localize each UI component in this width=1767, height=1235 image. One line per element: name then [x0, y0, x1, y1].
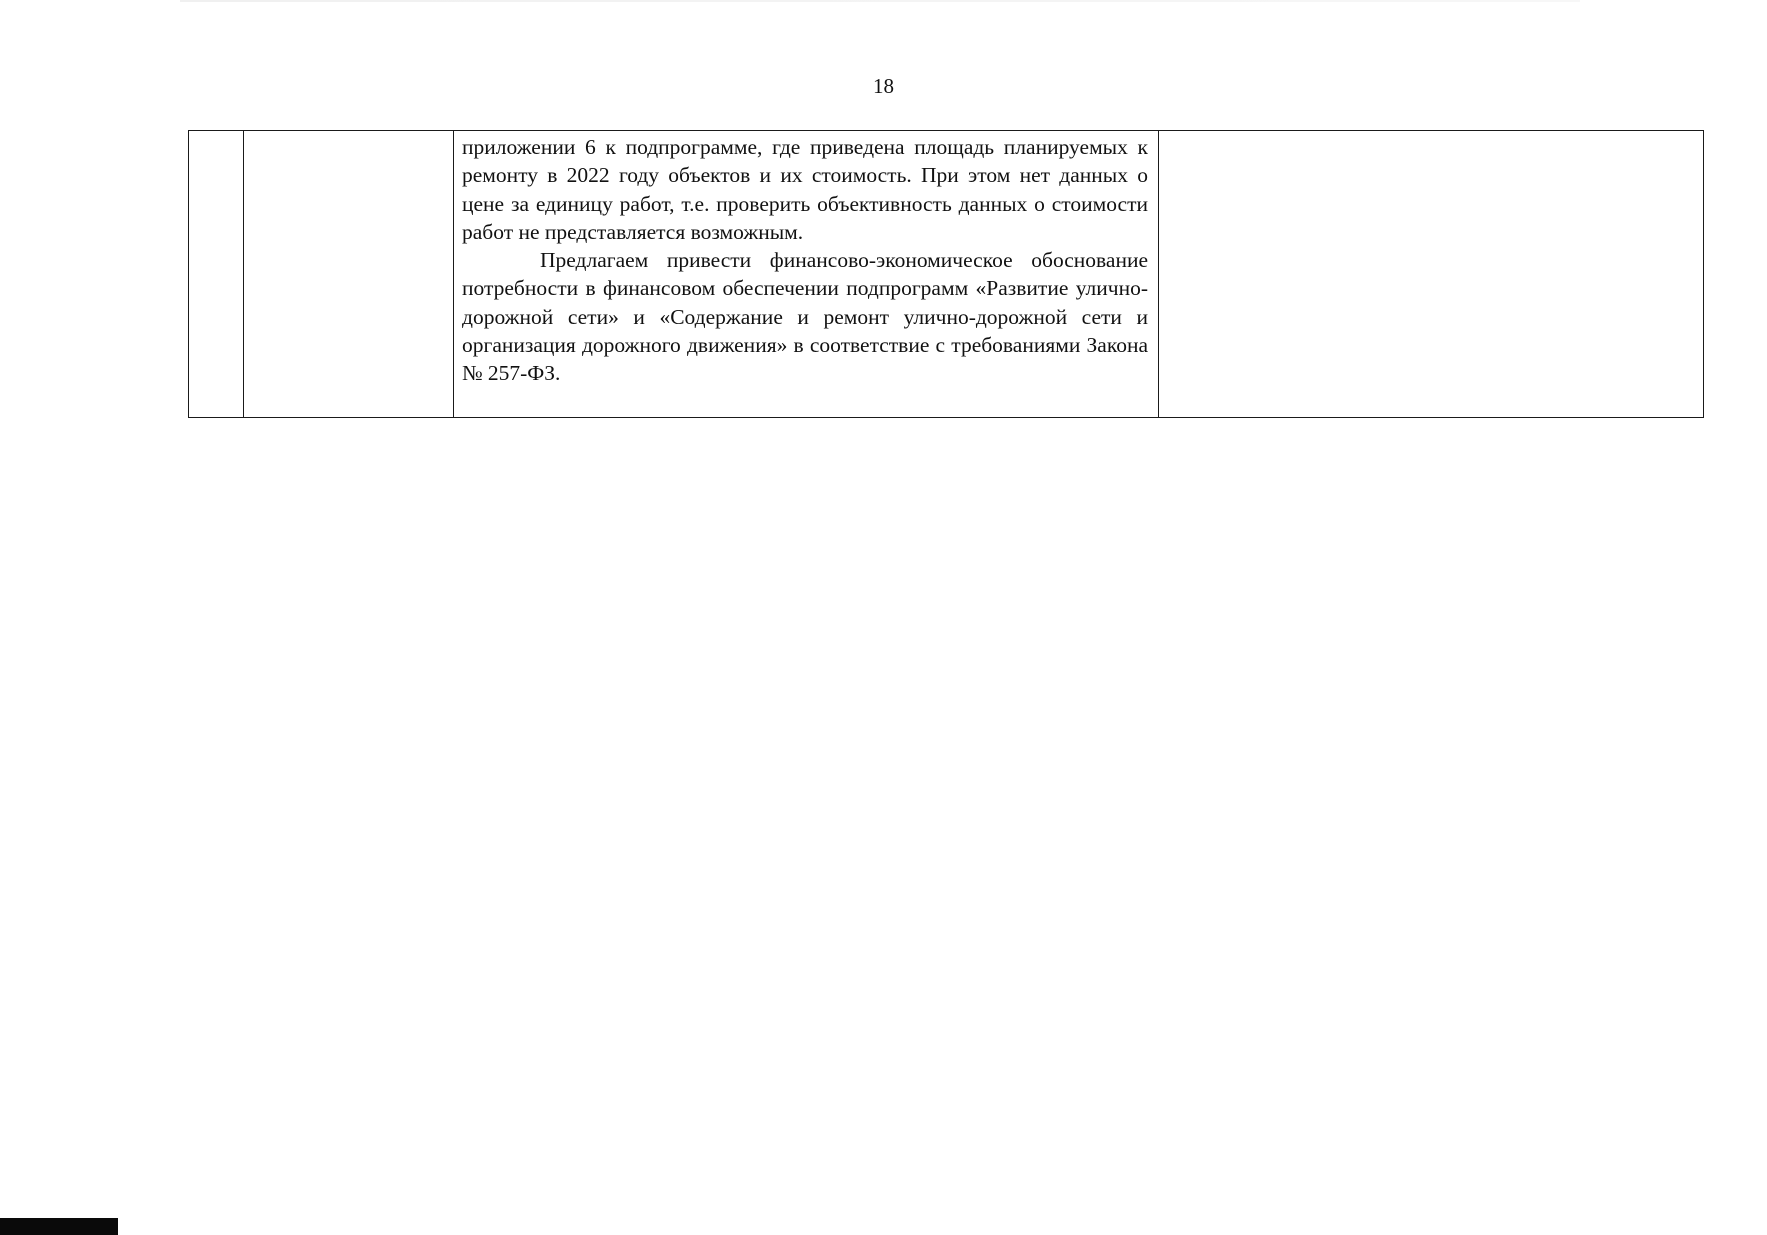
page-number: 18: [873, 74, 894, 98]
table-cell-response: [1159, 131, 1704, 418]
table-cell-section: [244, 131, 454, 418]
remarks-paragraph-2: Предлагаем привести финансово-экономическое обоснование потребности в финансовом обеспечении подпрограмм «Развитие улично-дорожной сети» и «Содержание и ремонт улично-дорожной сети и организация дорожного движения» в соответствие с требованиями Закона № 257-ФЗ.: [462, 248, 1148, 386]
table-cell-number: [189, 131, 244, 418]
document-table: [188, 130, 1704, 418]
remarks-paragraph-1: приложении 6 к подпрограмме, где приведена площадь планируемых к ремонту в 2022 году объектов и их стоимость. При этом нет данных о цене за единицу работ, т.е. проверить объективность данных о стоимости работ не представляется возможным.: [462, 135, 1148, 244]
table-cell-remarks: [454, 131, 1159, 418]
scan-edge-mark: [0, 1218, 118, 1235]
scan-edge-line: [180, 0, 1580, 2]
table-row: [189, 131, 1704, 418]
remarks-text: [454, 131, 1158, 388]
